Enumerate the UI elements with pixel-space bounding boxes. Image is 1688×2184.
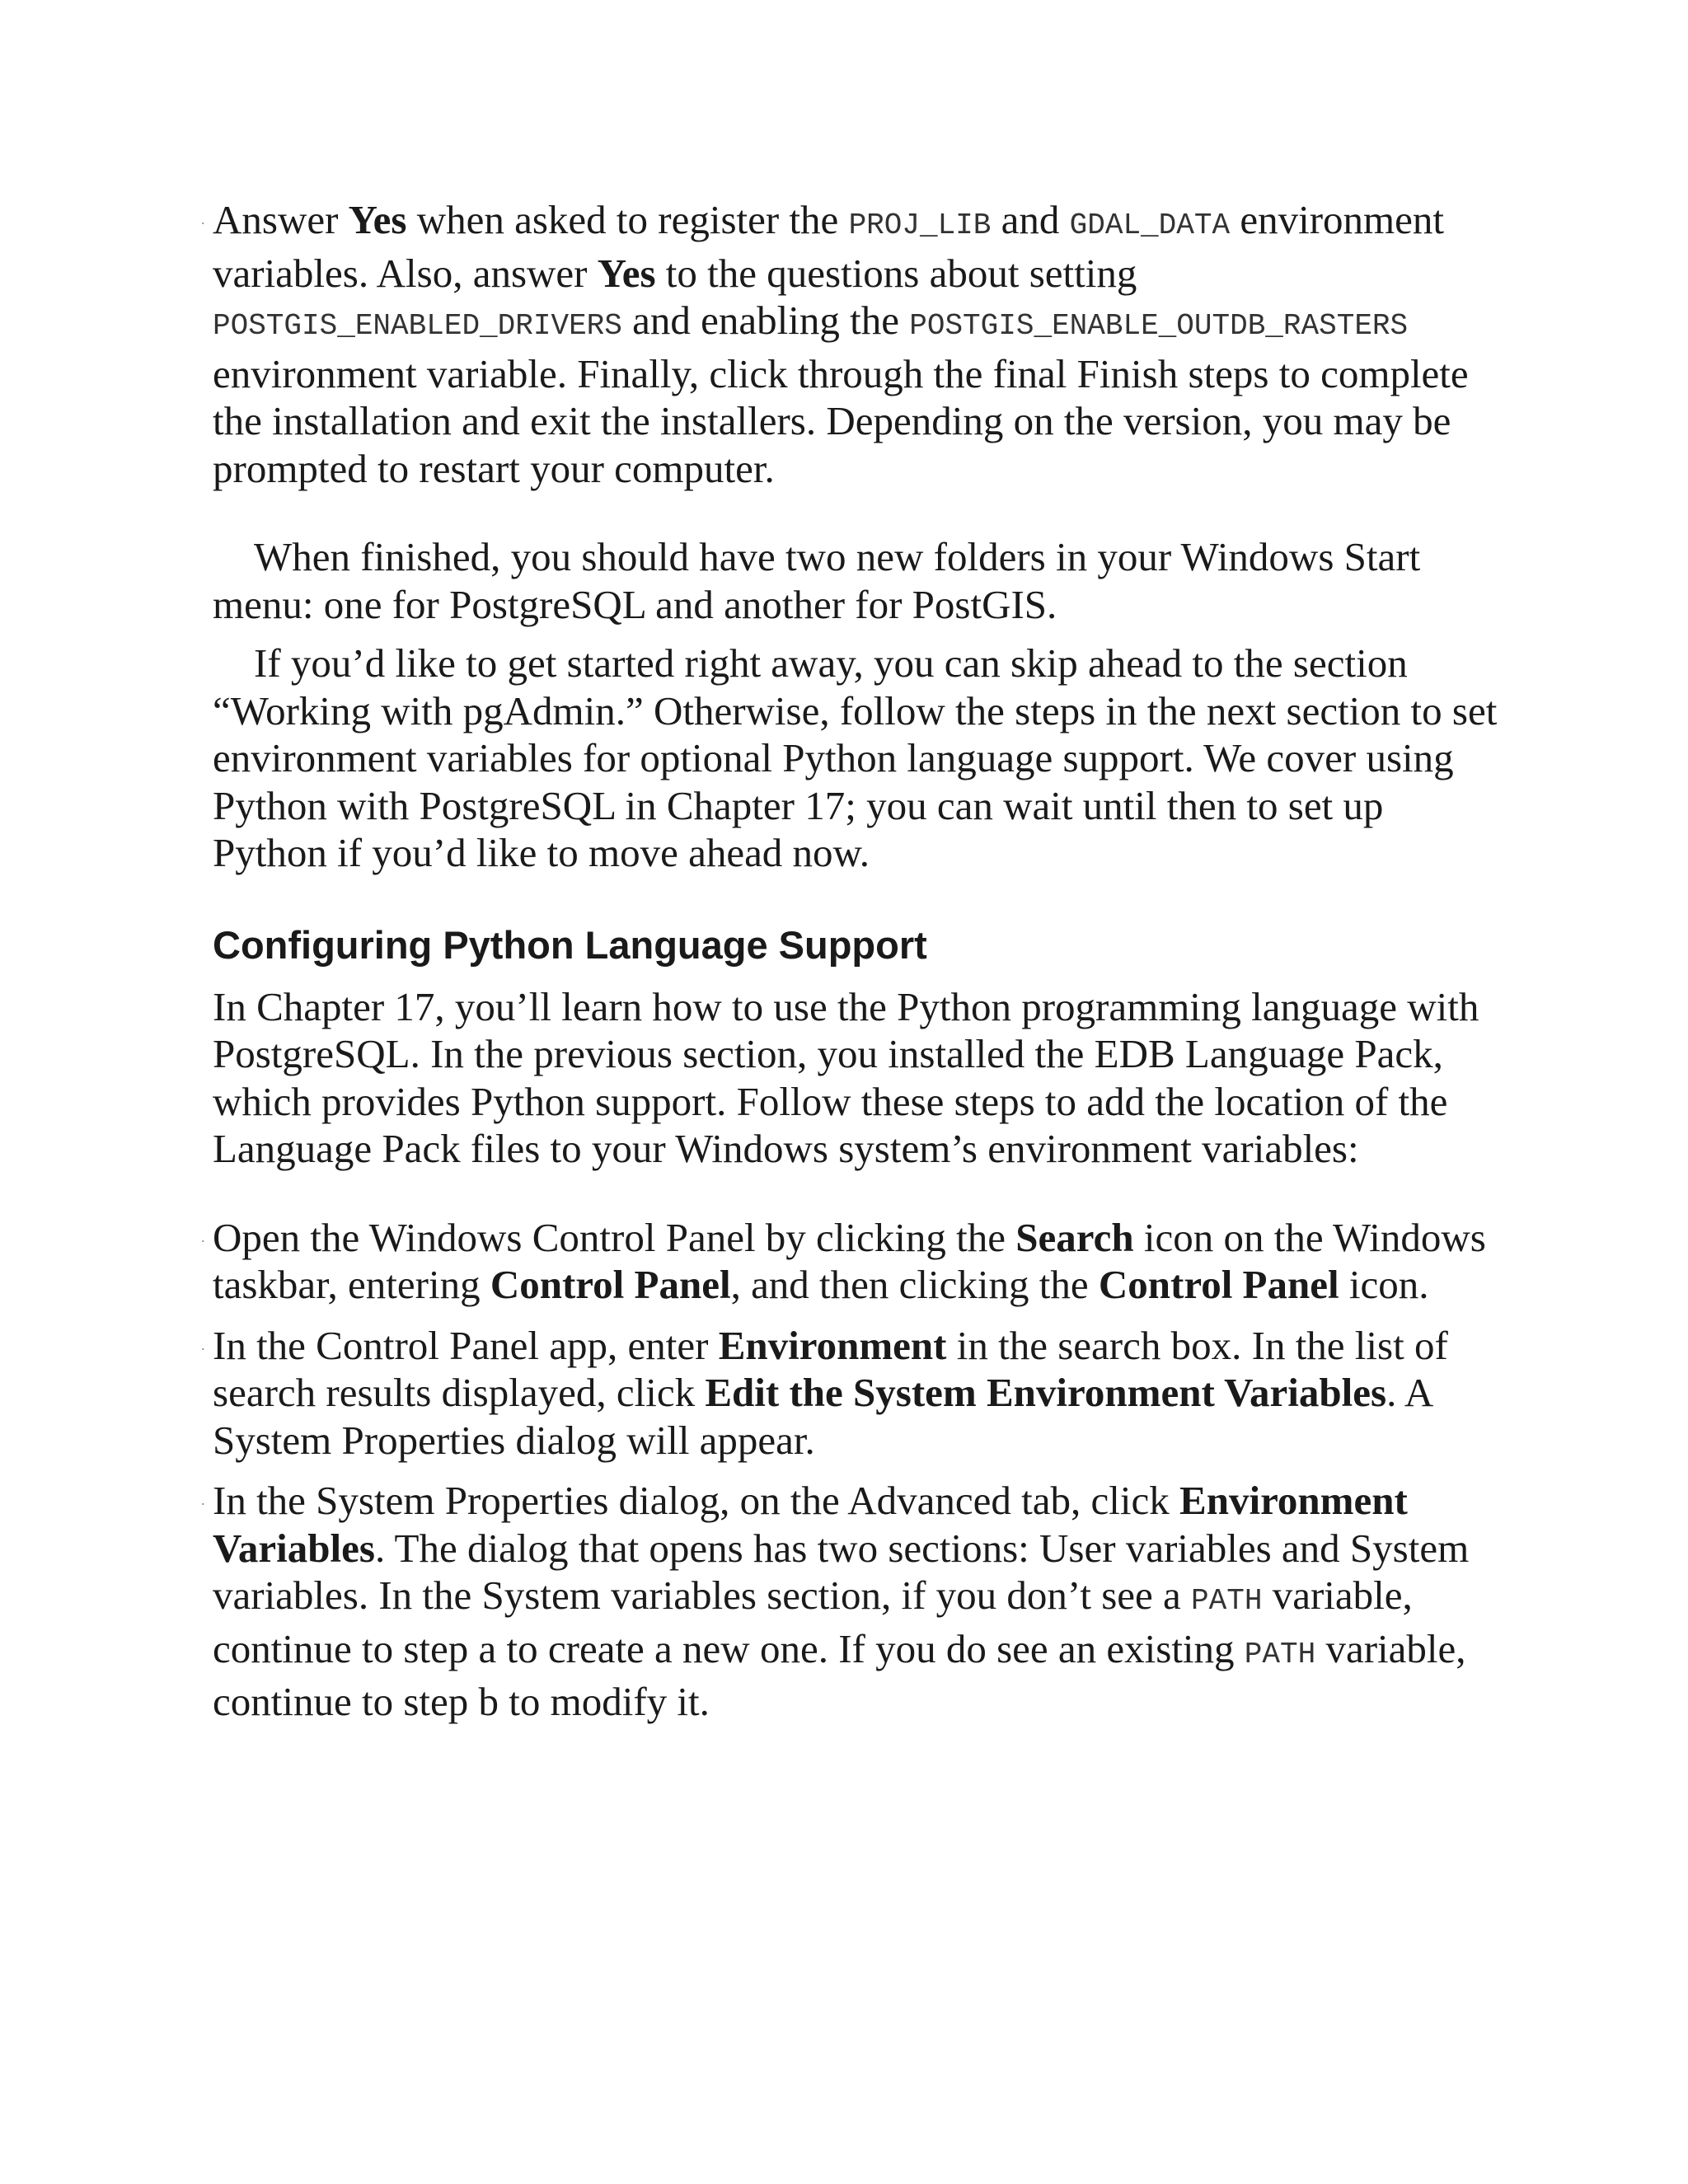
code-proj-lib: PROJ_LIB bbox=[848, 209, 992, 242]
text-run: environment variables. Also, answer bbox=[213, 197, 1444, 296]
bold-control-panel: Control Panel bbox=[490, 1262, 731, 1307]
step-bullet: . bbox=[201, 1336, 205, 1353]
bold-edit-system-env-vars: Edit the System Environment Variables bbox=[705, 1370, 1387, 1415]
code-gdal-data: GDAL_DATA bbox=[1069, 209, 1231, 242]
skip-ahead-paragraph: If you’d like to get started right away, you can skip ahead to the section “Working with pgAdmin.” Otherwise, follow the steps in the next section to set environment variables for optional Python language support. We cover using Python with PostgreSQL in Chapter 17; you can wait until then to set up Python if you’d like to move ahead now. bbox=[213, 640, 1498, 875]
bold-environment-variables: Environment Variables bbox=[213, 1478, 1408, 1571]
text-run: Answer bbox=[213, 197, 349, 242]
text-run: , and then clicking the bbox=[730, 1262, 1099, 1307]
text-run: . A System Properties dialog will appear. bbox=[213, 1370, 1432, 1463]
text-run: Open the Windows Control Panel by clicking the bbox=[213, 1214, 1016, 1260]
code-path: PATH bbox=[1244, 1637, 1316, 1671]
text-run: variable, continue to step b to modify it. bbox=[213, 1625, 1466, 1724]
text-run: when asked to register the bbox=[406, 197, 849, 242]
step-bullet: . bbox=[201, 211, 205, 227]
install-step-paragraph bbox=[201, 196, 1498, 492]
step-bullet: . bbox=[201, 1228, 205, 1245]
text-run: In the Control Panel app, enter bbox=[213, 1322, 719, 1368]
text-run: In the System Properties dialog, on the Advanced tab, click bbox=[213, 1478, 1180, 1523]
text-run: environment variable. Finally, click through the final Finish steps to complete the installation and exit the installers. Depending on the version, you may be prompted to restart your computer. bbox=[213, 350, 1469, 491]
text-run: icon. bbox=[1339, 1262, 1429, 1307]
text-run: and bbox=[991, 197, 1070, 242]
bold-control-panel: Control Panel bbox=[1098, 1262, 1339, 1307]
document-body bbox=[201, 196, 1498, 1726]
step-search-environment bbox=[201, 1322, 1498, 1465]
code-postgis-enable-outdb-rasters: POSTGIS_ENABLE_OUTDB_RASTERS bbox=[909, 309, 1409, 343]
bold-yes: Yes bbox=[597, 250, 656, 296]
bold-search: Search bbox=[1015, 1214, 1134, 1260]
text-run: icon on the Windows taskbar, entering bbox=[213, 1214, 1486, 1307]
text-run: . The dialog that opens has two sections: User variables and System variables. In the System variables section, if you don’t see a bbox=[213, 1525, 1470, 1618]
code-postgis-enabled-drivers: POSTGIS_ENABLED_DRIVERS bbox=[213, 309, 622, 343]
section-heading: Configuring Python Language Support bbox=[213, 922, 927, 967]
text-run: variable, continue to step a to create a new one. If you do see an existing bbox=[213, 1572, 1413, 1671]
bold-environment: Environment bbox=[718, 1322, 947, 1368]
step-open-control-panel bbox=[201, 1214, 1498, 1309]
step-bullet: . bbox=[201, 1492, 205, 1508]
code-path: PATH bbox=[1191, 1584, 1263, 1618]
step-environment-variables bbox=[201, 1477, 1498, 1726]
text-run: in the search box. In the list of search results displayed, click bbox=[213, 1322, 1448, 1415]
text-run: and enabling the bbox=[621, 298, 910, 343]
intro-paragraph: In Chapter 17, you’ll learn how to use the Python programming language with PostgreSQL. In the previous section, you installed the EDB Language Pack, which provides Python support. Follow these steps to add the location of the Language Pack files to your Windows system’s environment variables: bbox=[213, 983, 1479, 1171]
text-run: to the questions about setting bbox=[655, 250, 1137, 296]
finished-paragraph: When finished, you should have two new folders in your Windows Start menu: one for PostgreSQL and another for PostGIS. bbox=[213, 534, 1421, 627]
bold-yes: Yes bbox=[348, 197, 407, 242]
